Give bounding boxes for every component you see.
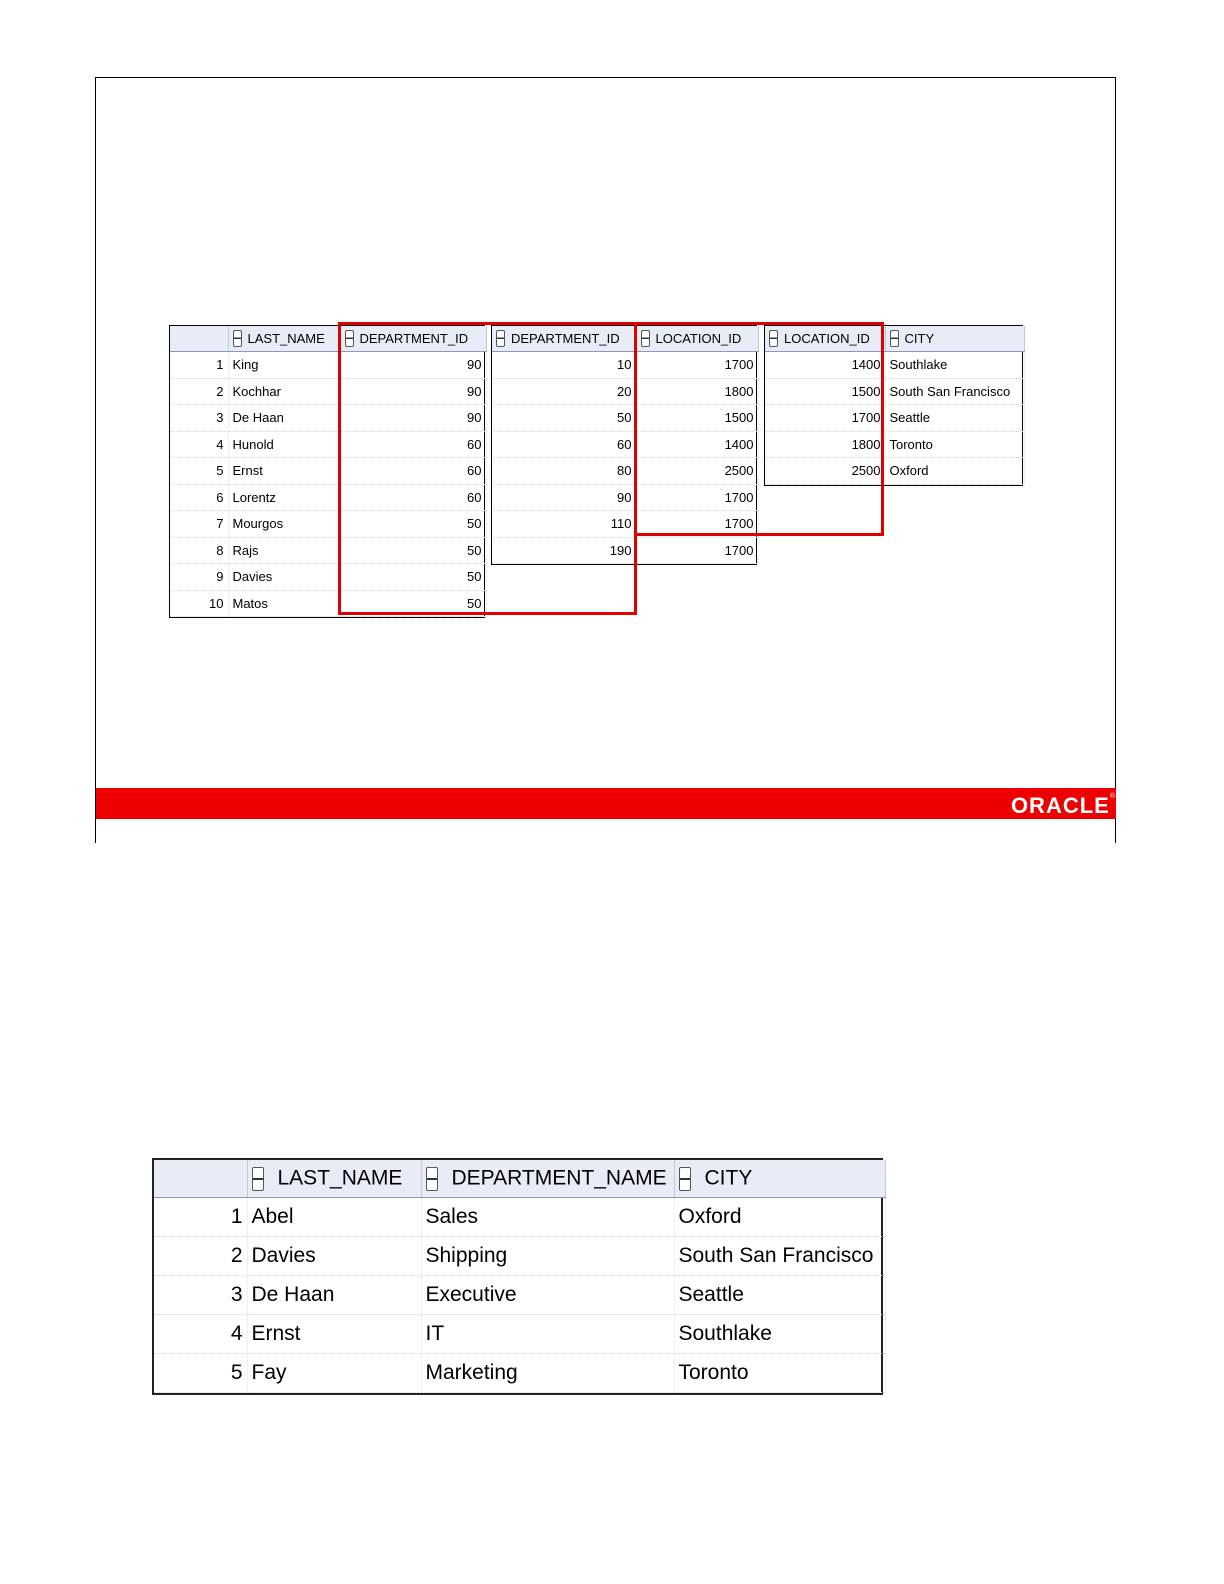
table-cell: 90 [492,484,636,511]
table-cell: Shipping [421,1237,674,1276]
table-cell: De Haan [228,405,340,432]
column-header-label: LOCATION_ID [655,331,742,347]
table-cell: 1 [154,1198,247,1237]
table-cell: 5 [170,458,228,485]
table-row[interactable] [170,511,486,538]
table-cell: 2500 [636,458,758,485]
table-cell: 1 [170,352,228,379]
sort-icon [252,1167,264,1191]
table-cell: South San Francisco [885,378,1024,405]
table-cell: IT [421,1315,674,1354]
table-cell: De Haan [247,1276,421,1315]
table-cell: 2 [170,378,228,405]
table-row[interactable] [170,564,486,591]
table-row[interactable] [170,405,486,432]
column-header-last-name[interactable] [228,326,340,352]
table-cell: 3 [154,1276,247,1315]
sort-icon [890,330,899,347]
table-cell: 10 [492,352,636,379]
table-cell: Executive [421,1276,674,1315]
table-cell: 50 [340,564,486,591]
departments-table [492,326,759,564]
table-cell: Seattle [885,405,1024,432]
table-cell: 1400 [765,352,885,379]
table-cell: Rajs [228,537,340,564]
column-header-label: CITY [904,331,935,347]
table-row[interactable] [170,590,486,617]
table-cell: Lorentz [228,484,340,511]
sort-icon [496,330,505,347]
table-cell: King [228,352,340,379]
column-header-label: DEPARTMENT_NAME [451,1166,667,1190]
table-cell: 2500 [765,458,885,485]
column-header-label: LOCATION_ID [784,331,870,347]
locations-table-body [765,352,1024,485]
table-cell: 2 [154,1237,247,1276]
table-cell: 60 [340,431,486,458]
table-cell: Toronto [885,431,1024,458]
table-cell: 3 [170,405,228,432]
table-row[interactable] [170,458,486,485]
table-cell: Ernst [247,1315,421,1354]
table-cell: Seattle [674,1276,885,1315]
table-cell: 9 [170,564,228,591]
table-row[interactable] [765,458,1024,485]
locations-table [765,326,1025,485]
table-row[interactable] [170,352,486,379]
header-row [170,326,486,352]
column-header-department-id[interactable] [340,326,486,352]
table-cell: 80 [492,458,636,485]
table-cell: Oxford [885,458,1024,485]
sort-icon [345,330,354,347]
table-row[interactable] [170,431,486,458]
column-header-label: DEPARTMENT_ID [511,331,620,347]
table-cell: 5 [154,1354,247,1393]
table-cell: Mourgos [228,511,340,538]
sort-icon [679,1167,691,1191]
table-cell: Oxford [674,1198,885,1237]
table-row[interactable] [170,537,486,564]
table-cell: Kochhar [228,378,340,405]
table-cell: 50 [492,405,636,432]
table-cell: 1700 [765,405,885,432]
column-header-last-name[interactable] [247,1160,421,1198]
table-row[interactable] [765,378,1024,405]
column-header-label: LAST_NAME [247,331,325,347]
departments-table-body [492,352,758,564]
result-table-body [154,1198,885,1393]
column-header-department-name[interactable] [421,1160,674,1198]
footer-bar [96,788,1116,819]
table-cell: 1500 [765,378,885,405]
table-row[interactable] [492,378,758,405]
sort-icon [769,330,778,347]
table-cell: 50 [340,511,486,538]
employees-grid [169,325,485,618]
table-row[interactable] [154,1354,885,1393]
table-cell: 90 [340,405,486,432]
table-cell: Ernst [228,458,340,485]
column-header-department-id[interactable] [492,326,636,352]
column-header-city[interactable] [674,1160,885,1198]
table-row[interactable] [170,484,486,511]
sort-icon [641,330,650,347]
table-cell: 8 [170,537,228,564]
row-number-header [154,1160,247,1198]
table-cell: 50 [340,590,486,617]
table-cell: Davies [247,1237,421,1276]
table-cell: Fay [247,1354,421,1393]
table-row[interactable] [492,431,758,458]
table-cell: 6 [170,484,228,511]
table-row[interactable] [492,458,758,485]
table-cell: 190 [492,537,636,564]
departments-grid [491,325,757,565]
result-table [154,1160,886,1393]
table-cell: 60 [340,484,486,511]
table-row[interactable] [154,1276,885,1315]
table-cell: Marketing [421,1354,674,1393]
table-row[interactable] [765,352,1024,379]
table-cell: 90 [340,378,486,405]
oracle-logo-text: ORACLE [1010,793,1110,818]
table-cell: 4 [170,431,228,458]
column-header-location-id[interactable] [636,326,758,352]
locations-grid [764,325,1023,486]
table-cell: Toronto [674,1354,885,1393]
table-cell: 60 [492,431,636,458]
table-cell: 60 [340,458,486,485]
table-row[interactable] [492,511,758,538]
table-cell: 1800 [636,378,758,405]
table-cell: 90 [340,352,486,379]
table-cell: Hunold [228,431,340,458]
header-row [154,1160,885,1198]
table-row[interactable] [492,352,758,379]
table-cell: 20 [492,378,636,405]
column-header-label: DEPARTMENT_ID [359,331,469,347]
table-row[interactable] [492,537,758,564]
table-row[interactable] [492,484,758,511]
table-cell: Matos [228,590,340,617]
table-cell: 1800 [765,431,885,458]
employees-table [170,326,487,617]
table-cell: Sales [421,1198,674,1237]
table-cell: 1700 [636,511,758,538]
table-row[interactable] [765,431,1024,458]
registered-mark: ® [1109,793,1116,800]
table-cell: South San Francisco [674,1237,885,1276]
table-cell: 10 [170,590,228,617]
table-cell: 1700 [636,352,758,379]
table-row[interactable] [154,1237,885,1276]
column-header-label: LAST_NAME [277,1166,403,1190]
table-cell: 1400 [636,431,758,458]
table-cell: 50 [340,537,486,564]
oracle-logo [1011,793,1116,819]
table-cell: 1700 [636,537,758,564]
table-cell: Southlake [885,352,1024,379]
table-cell: Abel [247,1198,421,1237]
table-row[interactable] [154,1198,885,1237]
table-row[interactable] [765,405,1024,432]
table-row[interactable] [154,1315,885,1354]
table-row[interactable] [170,378,486,405]
table-cell: 110 [492,511,636,538]
table-cell: Davies [228,564,340,591]
header-row [492,326,758,352]
header-row [765,326,1024,352]
result-grid [152,1158,883,1395]
sort-icon [233,330,242,347]
table-cell: 1500 [636,405,758,432]
column-header-location-id[interactable] [765,326,885,352]
table-row[interactable] [492,405,758,432]
table-cell: 7 [170,511,228,538]
employees-table-body [170,352,486,617]
sort-icon [426,1167,438,1191]
table-cell: 1700 [636,484,758,511]
table-cell: Southlake [674,1315,885,1354]
column-header-city[interactable] [885,326,1024,352]
row-number-header [170,326,228,352]
table-cell: 4 [154,1315,247,1354]
column-header-label: CITY [704,1166,753,1190]
